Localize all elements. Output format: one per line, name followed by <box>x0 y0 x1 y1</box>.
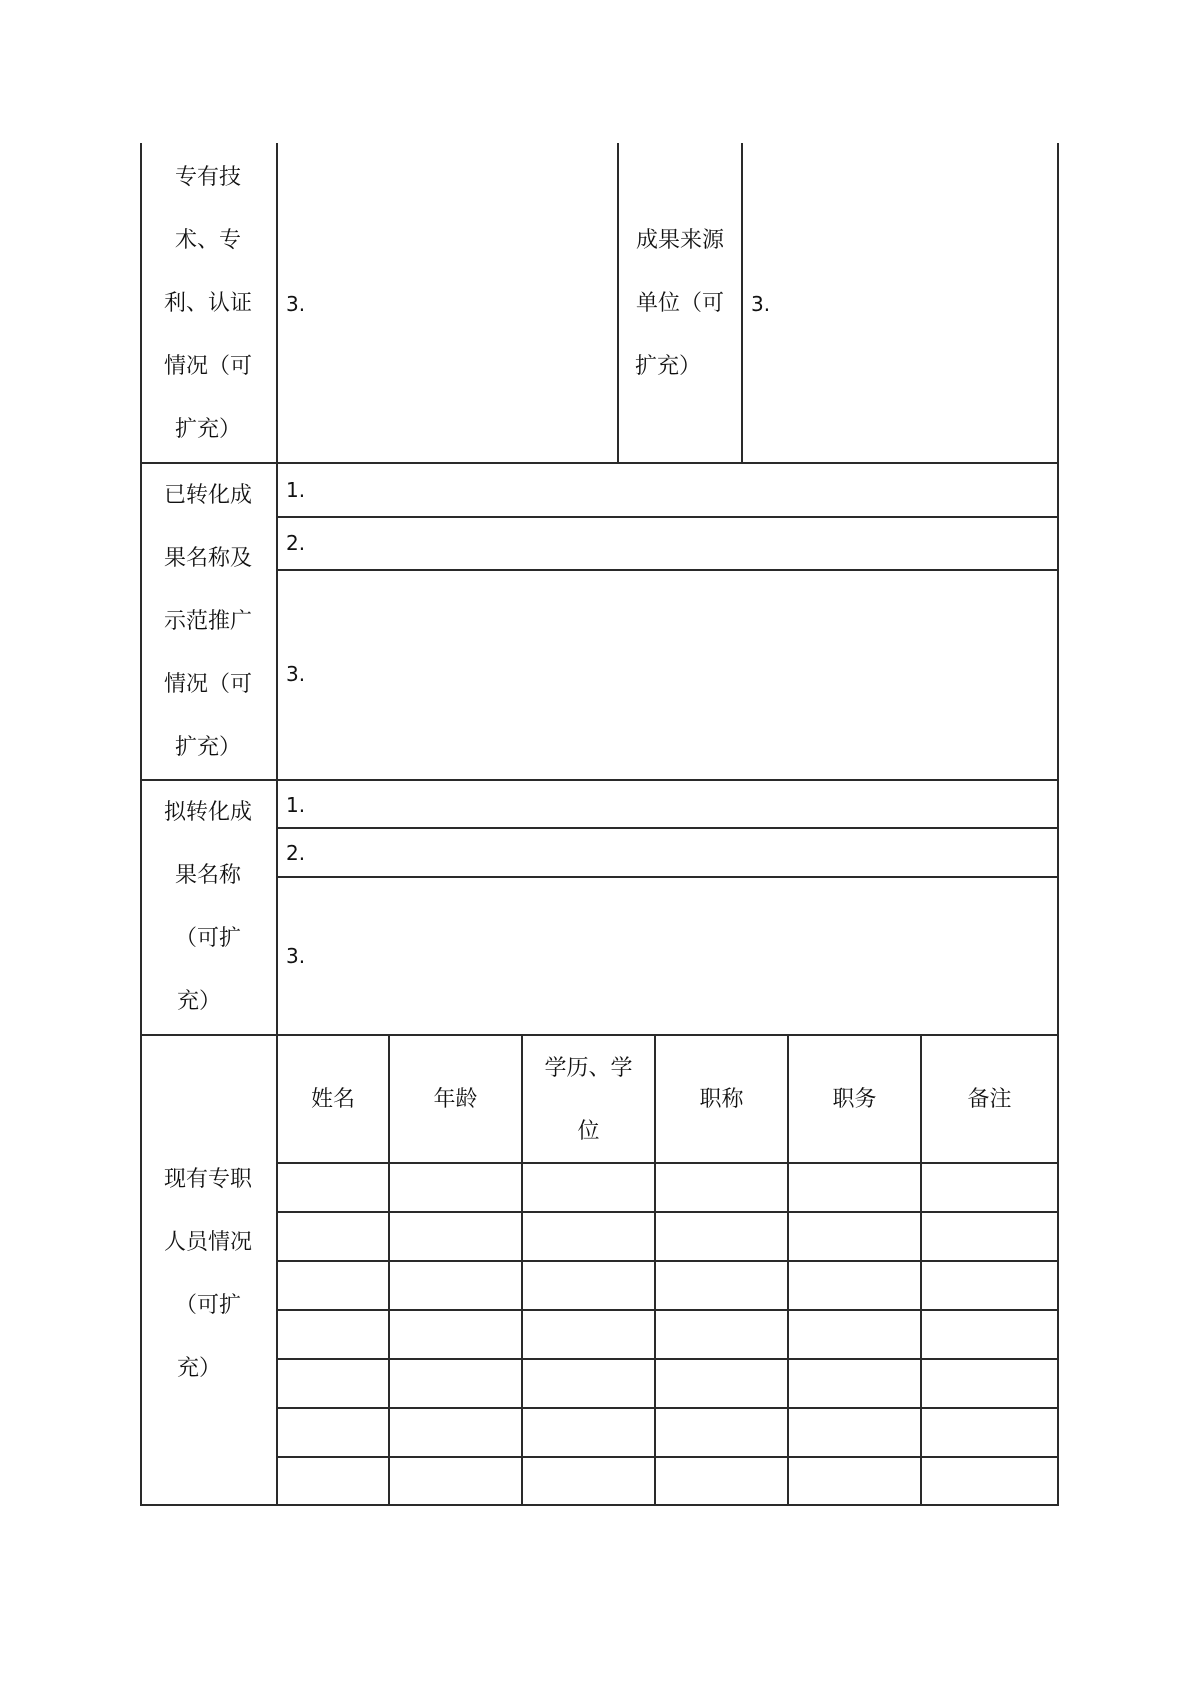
planned-item-2[interactable]: 2. <box>286 841 306 865</box>
staff-label-line-3: （可扩 <box>174 1293 241 1318</box>
tech-label-line-2: 术、专 <box>174 228 241 253</box>
planned-label-line-3: （可扩 <box>174 926 241 951</box>
planned-label-line-1: 拟转化成 <box>163 800 252 825</box>
planned-row-line-1 <box>276 827 1059 829</box>
tech-label-line-3: 利、认证 <box>163 291 252 316</box>
converted-label-line-4: 情况（可 <box>163 672 252 697</box>
staff-row-line-3 <box>276 1309 1059 1311</box>
col-header-remarks: 备注 <box>967 1087 1012 1112</box>
col-header-age: 年龄 <box>433 1087 478 1112</box>
source-label-line-2: 单位（可 <box>635 291 724 316</box>
col-header-education-line-2: 位 <box>577 1119 600 1144</box>
section-border-1 <box>140 462 1059 464</box>
table-left-border <box>140 143 142 1506</box>
staff-label-line-4: 充） <box>176 1356 221 1381</box>
converted-row-line-2 <box>276 569 1059 571</box>
col-header-name: 姓名 <box>310 1087 355 1112</box>
planned-row-line-2 <box>276 876 1059 878</box>
staff-label-line-2: 人员情况 <box>163 1230 252 1255</box>
table-right-border <box>1057 143 1059 1506</box>
planned-label-line-4: 充） <box>176 989 221 1014</box>
staff-row-line-2 <box>276 1260 1059 1262</box>
tech-label-line-1: 专有技 <box>174 165 241 190</box>
staff-row-line-5 <box>276 1407 1059 1409</box>
converted-item-3[interactable]: 3. <box>286 662 306 686</box>
tech-label-line-4: 情况（可 <box>163 354 252 379</box>
staff-row-line-4 <box>276 1358 1059 1360</box>
source-label-line-3: 扩充） <box>634 354 701 379</box>
source-value[interactable]: 3. <box>751 292 771 316</box>
staff-row-line-1 <box>276 1211 1059 1213</box>
converted-label-line-3: 示范推广 <box>163 609 252 634</box>
converted-row-line-1 <box>276 516 1059 518</box>
converted-label-line-1: 已转化成 <box>163 483 252 508</box>
staff-row-line-6 <box>276 1456 1059 1458</box>
label-column-divider <box>276 143 278 1506</box>
planned-item-3[interactable]: 3. <box>286 944 306 968</box>
converted-label-line-2: 果名称及 <box>163 546 252 571</box>
col-header-title: 职称 <box>699 1087 744 1112</box>
converted-item-1[interactable]: 1. <box>286 478 306 502</box>
staff-header-line <box>276 1162 1059 1164</box>
staff-label-line-1: 现有专职 <box>163 1167 252 1192</box>
tech-label-line-5: 扩充） <box>174 417 241 442</box>
tech-value[interactable]: 3. <box>286 292 306 316</box>
planned-label-line-2: 果名称 <box>174 863 241 888</box>
converted-item-2[interactable]: 2. <box>286 531 306 555</box>
col-header-position: 职务 <box>832 1087 877 1112</box>
converted-label-line-5: 扩充） <box>174 735 241 760</box>
tech-divider-b <box>741 143 743 463</box>
source-label-line-1: 成果来源 <box>635 228 724 253</box>
tech-divider-a <box>617 143 619 463</box>
planned-item-1[interactable]: 1. <box>286 793 306 817</box>
section-border-2 <box>140 779 1059 781</box>
col-header-education-line-1: 学历、学 <box>544 1056 633 1081</box>
